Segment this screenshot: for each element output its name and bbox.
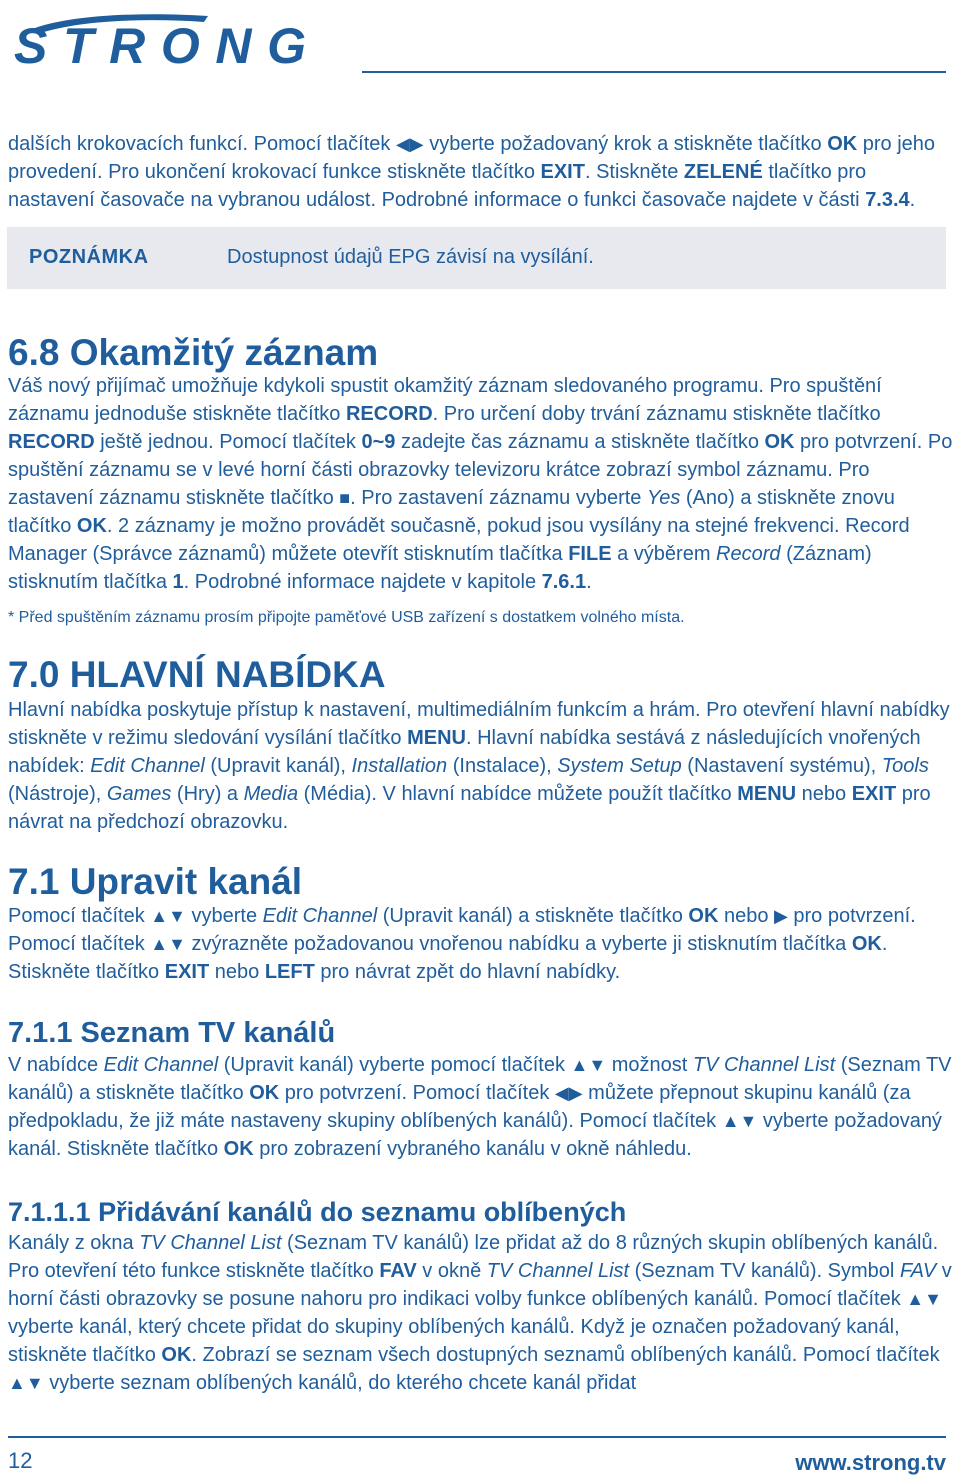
section-7-1-title: 7.1 Upravit kanál — [8, 861, 303, 902]
header-rule — [362, 71, 946, 73]
section-6-8-title: 6.8 Okamžitý záznam — [8, 332, 379, 373]
page-number: 12 — [8, 1448, 33, 1473]
section-7-0-title: 7.0 HLAVNÍ NABÍDKA — [8, 654, 386, 695]
section-7-1-1-title: 7.1.1 Seznam TV kanálů — [8, 1017, 336, 1049]
note-label: POZNÁMKA — [29, 246, 149, 268]
website-link[interactable]: www.strong.tv — [795, 1450, 946, 1475]
section-7-1-1-body: V nabídce Edit Channel (Upravit kanál) vyberte pomocí tlačítek ▲▼ možnost TV Channel List (Seznam TV kanálů) a stiskněte tlačítko OK pro potvrzení. Pomocí tlačítek ◀▶ můžete přepnout skupinu kanálů (za předpokladu, že již máte nastaveny skupiny oblíbených kanálů). Pomocí tlačítek ▲▼ vyberte požadovaný kanál. Stiskněte tlačítko OK pro zobrazení vybraného kanálu v okně náhledu. — [8, 1054, 952, 1160]
note-text: Dostupnost údajů EPG závisí na vysílání. — [227, 246, 594, 268]
section-7-1-1-1-body: Kanály z okna TV Channel List (Seznam TV kanálů) lze přidat až do 8 různých skupin oblíbených kanálů. Pro otevření této funkce stiskněte tlačítko FAV v okně TV Channel List (Seznam TV kanálů). Symbol FAV v horní části obrazovky se posune nahoru pro indikaci volby funkce oblíbených kanálů. Pomocí tlačítek ▲▼ vyberte kanál, který chcete přidat do skupiny oblíbených kanálů. Když je označen požadovaný kanál, stiskněte tlačítko OK. Zobrazí se seznam všech dostupných seznamů oblíbených kanálů. Pomocí tlačítek ▲▼ vyberte seznam oblíbených kanálů, do kterého chcete kanál přidat — [8, 1232, 952, 1394]
section-7-1-body: Pomocí tlačítek ▲▼ vyberte Edit Channel (Upravit kanál) a stiskněte tlačítko OK nebo ▶ pro potvrzení. Pomocí tlačítek ▲▼ zvýrazněte požadovanou vnořenou nabídku a vyberte ji stisknutím tlačítka OK. Stiskněte tlačítko EXIT nebo LEFT pro návrat zpět do hlavní nabídky. — [8, 905, 916, 983]
svg-text:STRONG: STRONG — [14, 18, 306, 70]
strong-logo — [8, 8, 308, 70]
footnote: * Před spuštěním záznamu prosím připojte paměťové USB zařízení s dostatkem volného místa. — [8, 609, 685, 626]
section-7-1-1-1-title: 7.1.1.1 Přidávání kanálů do seznamu oblíbených — [8, 1197, 627, 1227]
section-6-8-body: Váš nový přijímač umožňuje kdykoli spustit okamžitý záznam sledovaného programu. Pro spuštění záznamu jednoduše stiskněte tlačítko RECORD. Pro určení doby trvání záznamu stiskněte tlačítko RECORD ještě jednou. Pomocí tlačítek 0~9 zadejte čas záznamu a stiskněte tlačítko OK pro potvrzení. Po spuštění záznamu se v levé horní části obrazovky televizoru krátce zobrazí symbol záznamu. Pro zastavení záznamu stiskněte tlačítko ■. Pro zastavení záznamu vyberte Yes (Ano) a stiskněte znovu tlačítko OK. 2 záznamy je možno provádět současně, pokud jsou vysílány na stejné frekvenci. Record Manager (Správce záznamů) můžete otevřít stisknutím tlačítka FILE a výběrem Record (Záznam) stisknutím tlačítka 1. Podrobné informace najdete v kapitole 7.6.1. — [8, 375, 953, 593]
footer-rule — [8, 1436, 946, 1438]
note-box — [7, 227, 946, 289]
intro-paragraph: dalších krokovacích funkcí. Pomocí tlačítek ◀▶ vyberte požadovaný krok a stiskněte tlačítko OK pro jeho provedení. Pro ukončení krokovací funkce stiskněte tlačítko EXIT. Stiskněte ZELENÉ tlačítko pro nastavení časovače na vybranou událost. Podrobné informace o funkci časovače najdete v části 7.3.4. — [8, 133, 936, 211]
section-7-0-body: Hlavní nabídka poskytuje přístup k nastavení, multimediálním funkcím a hrám. Pro otevření hlavní nabídky stiskněte v režimu sledování vysílání tlačítko MENU. Hlavní nabídka sestává z následujících vnořených nabídek: Edit Channel (Upravit kanál), Installation (Instalace), System Setup (Nastavení systému), Tools (Nástroje), Games (Hry) a Media (Média). V hlavní nabídce můžete použít tlačítko MENU nebo EXIT pro návrat na předchozí obrazovku. — [8, 699, 950, 833]
